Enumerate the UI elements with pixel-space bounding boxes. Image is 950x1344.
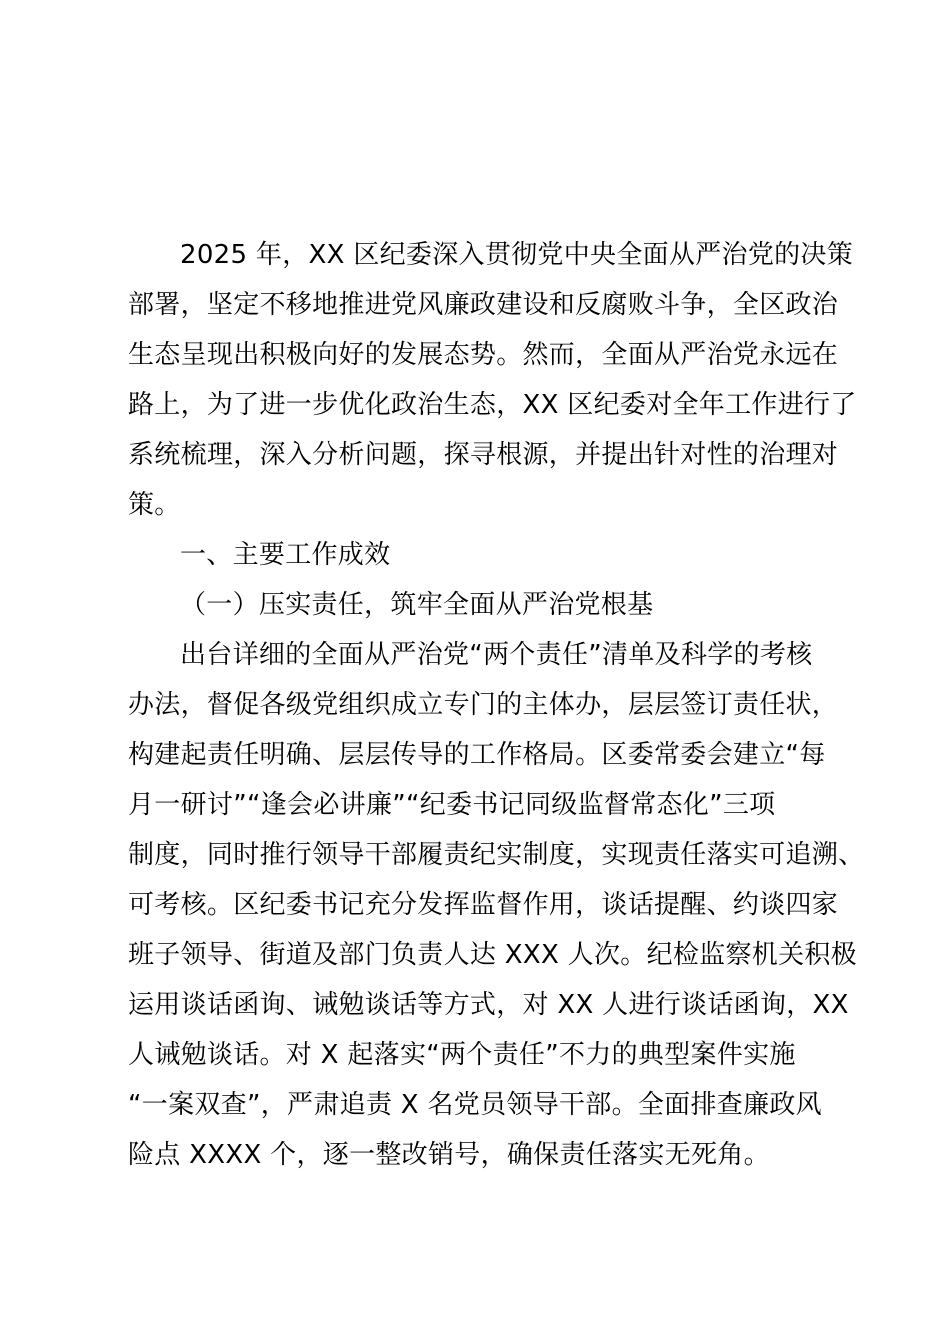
- body-line: 可考核。区纪委书记充分发挥监督作用，谈话提醒、约谈四家: [128, 890, 839, 920]
- body-line: 构建起责任明确、层层传导的工作格局。区委常委会建立“每: [128, 740, 826, 770]
- body-line: 制度，同时推行领导干部履责纪实制度，实现责任落实可追溯、: [128, 840, 865, 870]
- intro-line: 系统梳理，深入分析问题，探寻根源，并提出针对性的治理对: [128, 440, 839, 470]
- body-line: 运用谈话函询、诫勉谈话等方式，对 XX 人进行谈话函询，XX: [128, 990, 849, 1020]
- body-line: 班子领导、街道及部门负责人达 XXX 人次。纪检监察机关积极: [128, 940, 857, 970]
- intro-line: 2025 年，XX 区纪委深入贯彻党中央全面从严治党的决策: [180, 240, 854, 270]
- subsection-heading: （一）压实责任，筑牢全面从严治党根基: [180, 590, 654, 620]
- body-line: 险点 XXXX 个，逐一整改销号，确保责任落实无死角。: [128, 1140, 770, 1170]
- body-line: 办法，督促各级党组织成立专门的主体办，层层签订责任状，: [128, 690, 839, 720]
- section-heading: 一、主要工作成效: [180, 540, 391, 570]
- body-line: 人诫勉谈话。对 X 起落实“两个责任”不力的典型案件实施: [128, 1040, 796, 1070]
- intro-line: 部署，坚定不移地推进党风廉政建设和反腐败斗争，全区政治: [128, 290, 839, 320]
- intro-line: 路上，为了进一步优化政治生态，XX 区纪委对全年工作进行了: [128, 390, 857, 420]
- body-line: 出台详细的全面从严治党“两个责任”清单及科学的考核: [180, 640, 813, 670]
- intro-line: 策。: [128, 490, 181, 520]
- body-line: 月一研讨”“逢会必讲廉”“纪委书记同级监督常态化”三项: [128, 790, 776, 820]
- body-line: “一案双查”，严肃追责 X 名党员领导干部。全面排查廉政风: [128, 1090, 822, 1120]
- intro-line: 生态呈现出积极向好的发展态势。然而，全面从严治党永远在: [128, 340, 839, 370]
